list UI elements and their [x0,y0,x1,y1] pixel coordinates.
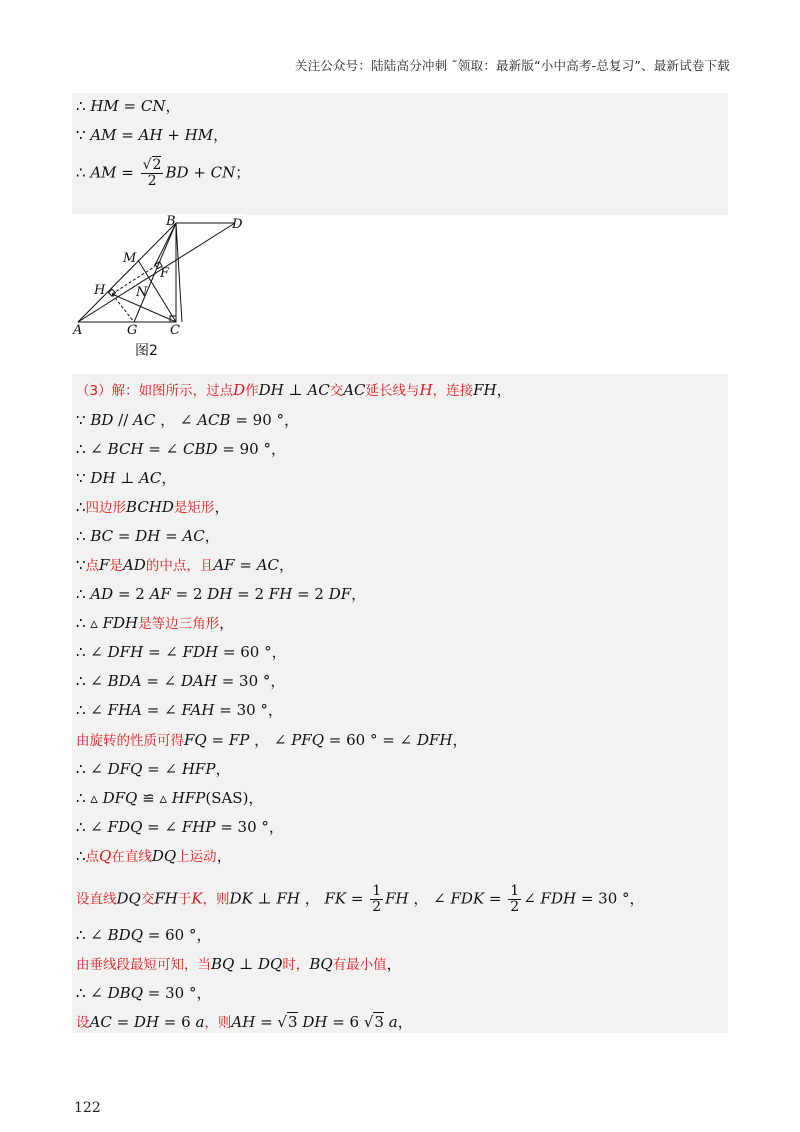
line-9: ∴ BC = DH = AC， [76,527,220,545]
label-D: D [232,217,243,232]
line-7: ∵ DH ⊥ AC， [76,469,177,487]
label-F: F [160,266,170,281]
geometry-figure [72,214,244,360]
line-15: ∴ ∠ FHA = ∠ FAH = 30 °， [76,701,283,719]
line-2: ∵ AM = AH + HM， [76,126,229,144]
line-6: ∴ ∠ BCH = ∠ CBD = 90 °， [76,440,286,458]
label-B: B [166,214,176,229]
line-3: ∴ AM = $\frac{√2}{2}$ BD + CN； [76,157,251,189]
label-N: N [136,285,148,300]
line-4: （3）解：如图所示，过点D作DH ⊥ AC交AC延长线与H，连接FH， [76,381,512,399]
line-20: ∴点Q在直线DQ上运动， [76,847,232,865]
line-14: ∴ ∠ BDA = ∠ DAH = 30 °， [76,672,286,690]
line-24: ∴ ∠ DBQ = 30 °， [76,984,212,1002]
label-M: M [123,251,137,266]
line-19: ∴ ∠ FDQ = ∠ FHP = 30 °， [76,818,284,836]
line-17: ∴ ∠ DFQ = ∠ HFP， [76,760,231,778]
line-10: ∵点F是AD的中点，且AF = AC， [76,556,295,574]
line-16: 由旋转的性质可得FQ = FP ， ∠ PFQ = 60 ° = ∠ DFH， [76,731,468,749]
line-23: 由垂线段最短可知，当BQ ⊥ DQ时，BQ有最小值， [76,955,402,973]
figure-caption: 图2 [135,343,158,359]
label-H: H [94,283,106,298]
label-G: G [127,323,138,338]
page-number: 122 [74,1100,101,1116]
line-18: ∴ ▵ DFQ ≌ ▵ HFP(SAS)， [76,789,264,807]
line-8: ∴四边形BCHD是矩形， [76,498,230,516]
line-13: ∴ ∠ DFH = ∠ FDH = 60 °， [76,643,287,661]
line-12: ∴ ▵ FDH是等边三角形， [76,614,235,632]
label-C: C [170,323,180,338]
page-header: 关注公众号：陆陆高分冲刺 ˜领取：最新版“小中高考-总复习”、最新试卷下载 [294,58,730,73]
line-25: 设AC = DH = 6 a，则AH = √3 DH = 6 √3 a， [76,1013,413,1031]
line-22: ∴ ∠ BDQ = 60 °， [76,926,212,944]
label-A: A [73,323,83,338]
line-5: ∵ BD // AC ， ∠ ACB = 90 °， [76,411,300,429]
line-1: ∴ HM = CN， [76,97,181,115]
figure-diagram [72,214,244,360]
line-21: 设直线DQ交FH于K，则DK ⊥ FH ， FK = $\frac{1}{2}$ FH ， ∠ FDK = $\frac{1}{2}$ ∠ FDH = 30 °， [76,883,645,915]
line-11: ∴ AD = 2 AF = 2 DH = 2 FH = 2 DF， [76,585,367,603]
